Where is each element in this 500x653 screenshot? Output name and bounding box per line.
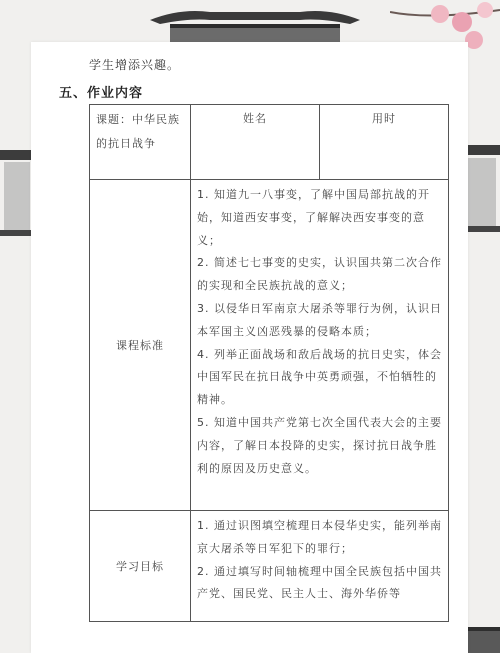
name-header: 姓名 [243, 112, 267, 125]
list-item: 5. 知道中国共产党第七次全国代表大会的主要内容，了解日本投降的史实，探讨抗日战争胜利的原因及历史意义。 [197, 415, 442, 475]
list-item: 3. 以侵华日军南京大屠杀等罪行为例，认识日本军国主义凶恶残暴的侵略本质； [197, 301, 442, 338]
table-header-row [90, 105, 449, 180]
list-item: 4. 列举正面战场和敌后战场的抗日史实，体会中国军民在抗日战争中英勇顽强，不怕牺牲的精神。 [197, 347, 442, 407]
goals-label: 学习目标 [90, 511, 191, 622]
roof-top-decoration [150, 0, 360, 42]
document-page [31, 42, 468, 653]
list-item: 1. 通过识图填空梳理日本侵华史实，能列举南京大屠杀等日军犯下的罪行； [197, 519, 442, 555]
topic-text: 课题：中华民族的抗日战争 [96, 113, 180, 150]
intro-line: 学生增添兴趣。 [89, 58, 181, 72]
section-title: 五、作业内容 [59, 86, 144, 101]
topic-cell [90, 105, 191, 180]
time-cell [320, 105, 449, 180]
list-item: 2. 简述七七事变的史实，认识国共第二次合作的实现和全民族抗战的意义； [197, 256, 442, 293]
list-item: 1. 知道九一八事变，了解中国局部抗战的开始，知道西安事变，了解解决西安事变的意义； [197, 188, 430, 247]
goals-content [191, 511, 449, 622]
curriculum-label: 课程标准 [90, 180, 191, 511]
left-eave-decoration [0, 140, 34, 240]
time-header: 用时 [372, 112, 396, 125]
homework-table [89, 104, 449, 622]
name-cell [191, 105, 320, 180]
table-row [90, 180, 449, 511]
list-item: 2. 通过填写时间轴梳理中国全民族包括中国共产党、国民党、民主人士、海外华侨等 [197, 564, 442, 601]
curriculum-content [191, 180, 449, 511]
table-row [90, 511, 449, 622]
